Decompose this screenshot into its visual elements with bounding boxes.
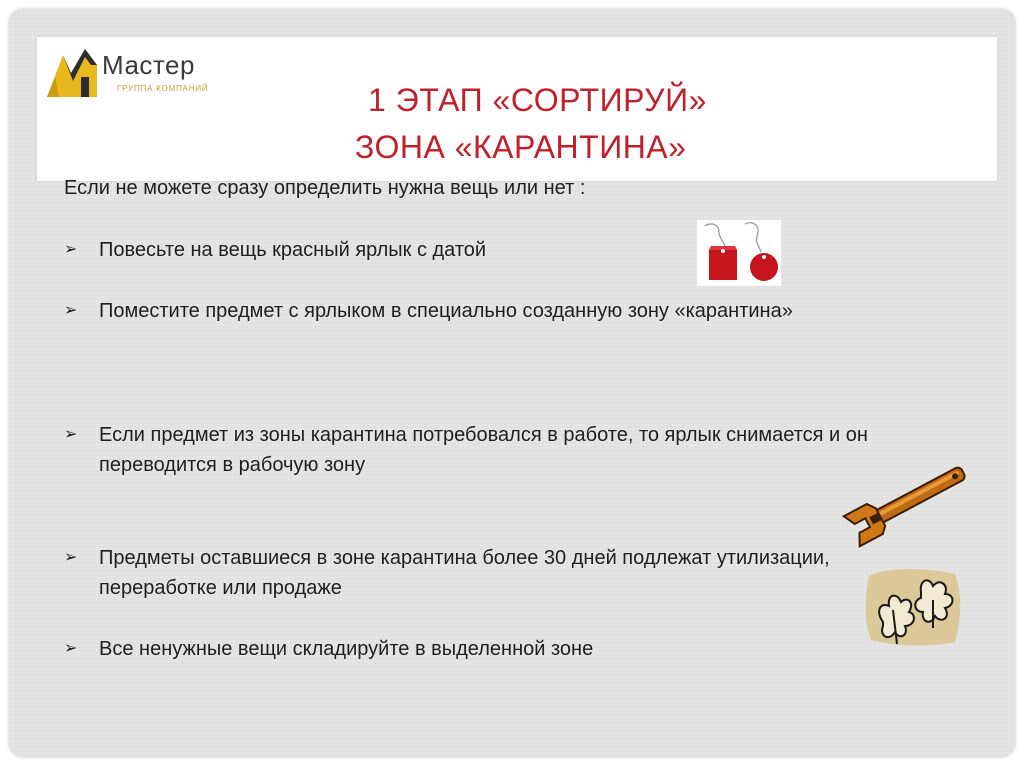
bullet-arrow-icon: ➢	[64, 549, 78, 566]
slide-title: 1 ЭТАП «СОРТИРУЙ»	[368, 82, 707, 118]
red-tags-icon	[697, 220, 781, 286]
bullet-arrow-icon: ➢	[64, 302, 78, 319]
bullet-arrow-icon: ➢	[64, 241, 78, 258]
slide	[9, 9, 1015, 757]
list-item	[64, 543, 904, 603]
intro-text: Если не можете сразу определить нужна вещь или нет :	[64, 177, 586, 199]
list-item-text: Повесьте на вещь красный ярлык с датой	[99, 239, 487, 261]
list-item	[64, 420, 904, 480]
slide-content	[9, 9, 1015, 757]
wrench-icon	[837, 457, 977, 549]
list-item-text: Все ненужные вещи складируйте в выделенной зоне	[99, 638, 594, 660]
bullet-arrow-icon: ➢	[64, 426, 78, 443]
list-item-text: Если предмет из зоны карантина потребовался в работе, то ярлык снимается и он переводится в рабочую зону	[99, 424, 868, 476]
bullet-arrow-icon: ➢	[64, 640, 78, 657]
list-item-text: Предметы оставшиеся в зоне карантина более 30 дней подлежат утилизации, переработке или продаже	[99, 547, 830, 599]
leaves-icon	[859, 562, 964, 654]
slide-subtitle: ЗОНА «КАРАНТИНА»	[355, 129, 687, 165]
list-item	[64, 296, 904, 326]
list-item-text: Поместите предмет с ярлыком в специально созданную зону «карантина»	[99, 300, 793, 322]
logo-name: Мастер	[102, 50, 195, 80]
list-item	[64, 634, 904, 664]
logo-subtitle: ГРУППА КОМПАНИЙ	[117, 84, 209, 93]
